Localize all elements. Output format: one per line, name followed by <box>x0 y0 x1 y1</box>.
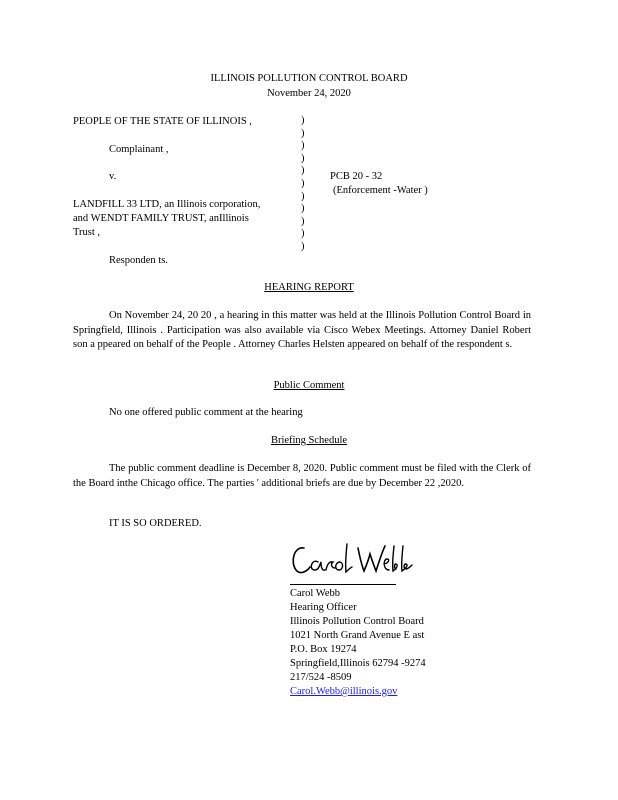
address-line-3: Springfield,Illinois 62794 -9274 <box>290 658 426 669</box>
paren: ) <box>301 228 305 240</box>
paren: ) <box>301 203 305 215</box>
order-text: IT IS SO ORDERED. <box>109 518 202 529</box>
respondent-label: Responden ts. <box>109 255 168 266</box>
paren: ) <box>301 177 305 189</box>
complainant-party: PEOPLE OF THE STATE OF ILLINOIS , <box>73 116 252 127</box>
signer-name: Carol Webb <box>290 588 340 599</box>
document-date: November 24, 2020 <box>267 88 351 99</box>
hearing-report-paragraph <box>73 309 531 353</box>
versus: v. <box>109 171 117 182</box>
respondent-line-2: and WENDT FAMILY TRUST, anIllinois <box>73 213 249 224</box>
address-line-2: P.O. Box 19274 <box>290 644 357 655</box>
public-comment-heading: Public Comment <box>273 380 345 391</box>
paren: ) <box>301 152 305 164</box>
respondent-line-1: LANDFILL 33 LTD, an Illinois corporation, <box>73 199 261 210</box>
public-comment-text: No one offered public comment at the hearing <box>109 407 303 418</box>
case-type: (Enforcement -Water ) <box>333 185 428 196</box>
briefing-schedule-heading: Briefing Schedule <box>270 435 348 446</box>
email-link[interactable]: Carol.Webb@illinois.gov <box>290 686 398 697</box>
caption-parentheses <box>301 115 311 254</box>
paren: ) <box>301 127 305 139</box>
hearing-report-heading: HEARING REPORT <box>264 282 354 293</box>
signer-organization: Illinois Pollution Control Board <box>290 616 424 627</box>
paren: ) <box>301 240 305 252</box>
hearing-report-text: On November 24, 20 20 , a hearing in this matter was held at the Illinois Pollution Control Board in Springfield, Illinois . Participation was also available via Cisco Webex Meetings. Attorney Daniel Robert son a ppeared on behalf of the People . Attorney Charles Helsten appeared on behalf of the respondent s. <box>73 310 531 350</box>
signature-line <box>290 584 396 585</box>
paren: ) <box>301 140 305 152</box>
signer-title: Hearing Officer <box>290 602 357 613</box>
paren: ) <box>301 215 305 227</box>
briefing-text: The public comment deadline is December 8, 2020. Public comment must be filed with the Clerk of the Board inthe Chicago office. The parties ' additional briefs are due by December 22 ,2020. <box>73 463 531 489</box>
paren: ) <box>301 165 305 177</box>
address-line-1: 1021 North Grand Avenue E ast <box>290 630 425 641</box>
complainant-label: Complainant , <box>109 144 169 155</box>
paren: ) <box>301 190 305 202</box>
handwritten-signature <box>288 540 418 582</box>
case-number: PCB 20 - 32 <box>330 171 383 182</box>
respondent-line-3: Trust , <box>73 227 101 238</box>
briefing-paragraph <box>73 462 531 491</box>
phone-number: 217/524 -8509 <box>290 672 352 683</box>
board-name: ILLINOIS POLLUTION CONTROL BOARD <box>210 73 408 84</box>
paren: ) <box>301 115 305 126</box>
